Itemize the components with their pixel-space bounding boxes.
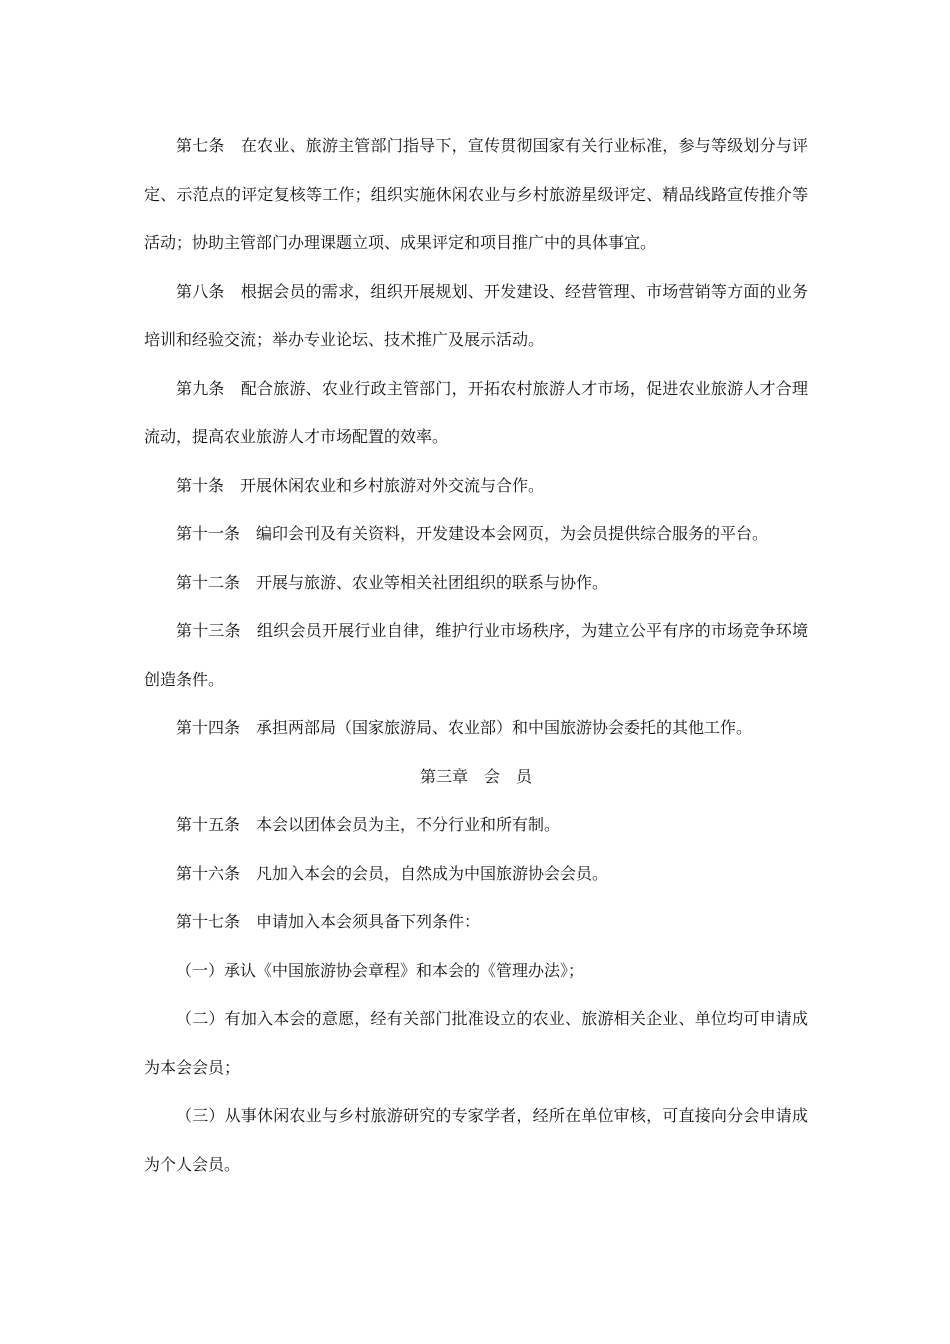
- article-16: 第十六条 凡加入本会的会员，自然成为中国旅游协会会员。: [176, 863, 609, 883]
- article-10: 第十条 开展休闲农业和乡村旅游对外交流与合作。: [176, 475, 545, 495]
- condition-item-2: （二）有加入本会的意愿，经有关部门批准设立的农业、旅游相关企业、单位均可申请成为本会会员；: [144, 1009, 808, 1077]
- article-15: 第十五条 本会以团体会员为主，不分行业和所有制。: [176, 815, 561, 834]
- chapter-heading: 第三章 会 员: [419, 766, 532, 786]
- article-17: 第十七条 申请加入本会须具备下列条件：: [176, 912, 481, 931]
- article-7: 第七条 在农业、旅游主管部门指导下，宣传贯彻国家有关行业标准，参与等级划分与评定、示范点的评定复核等工作；组织实施休闲农业与乡村旅游星级评定、精品线路宣传推介等活动；协助主管部门办理课题立项、成果评定和项目推广中的具体事宜。: [144, 136, 808, 252]
- article-12: 第十二条 开展与旅游、农业等相关社团组织的联系与协作。: [176, 572, 609, 592]
- article-14: 第十四条 承担两部局（国家旅游局、农业部）和中国旅游协会委托的其他工作。: [176, 718, 753, 737]
- article-8: 第八条 根据会员的需求，组织开展规划、开发建设、经营管理、市场营销等方面的业务培训和经验交流；举办专业论坛、技术推广及展示活动。: [144, 281, 808, 349]
- condition-item-3: （三）从事休闲农业与乡村旅游研究的专家学者，经所在单位审核，可直接向分会申请成为个人会员。: [144, 1106, 808, 1174]
- article-9: 第九条 配合旅游、农业行政主管部门，开拓农村旅游人才市场，促进农业旅游人才合理流动，提高农业旅游人才市场配置的效率。: [144, 378, 808, 446]
- condition-item-1: （一）承认《中国旅游协会章程》和本会的《管理办法》；: [176, 960, 585, 980]
- article-11: 第十一条 编印会刊及有关资料，开发建设本会网页，为会员提供综合服务的平台。: [176, 524, 769, 543]
- article-13: 第十三条 组织会员开展行业自律，维护行业市场秩序，为建立公平有序的市场竞争环境创造条件。: [144, 621, 808, 689]
- document-body: [144, 122, 808, 1189]
